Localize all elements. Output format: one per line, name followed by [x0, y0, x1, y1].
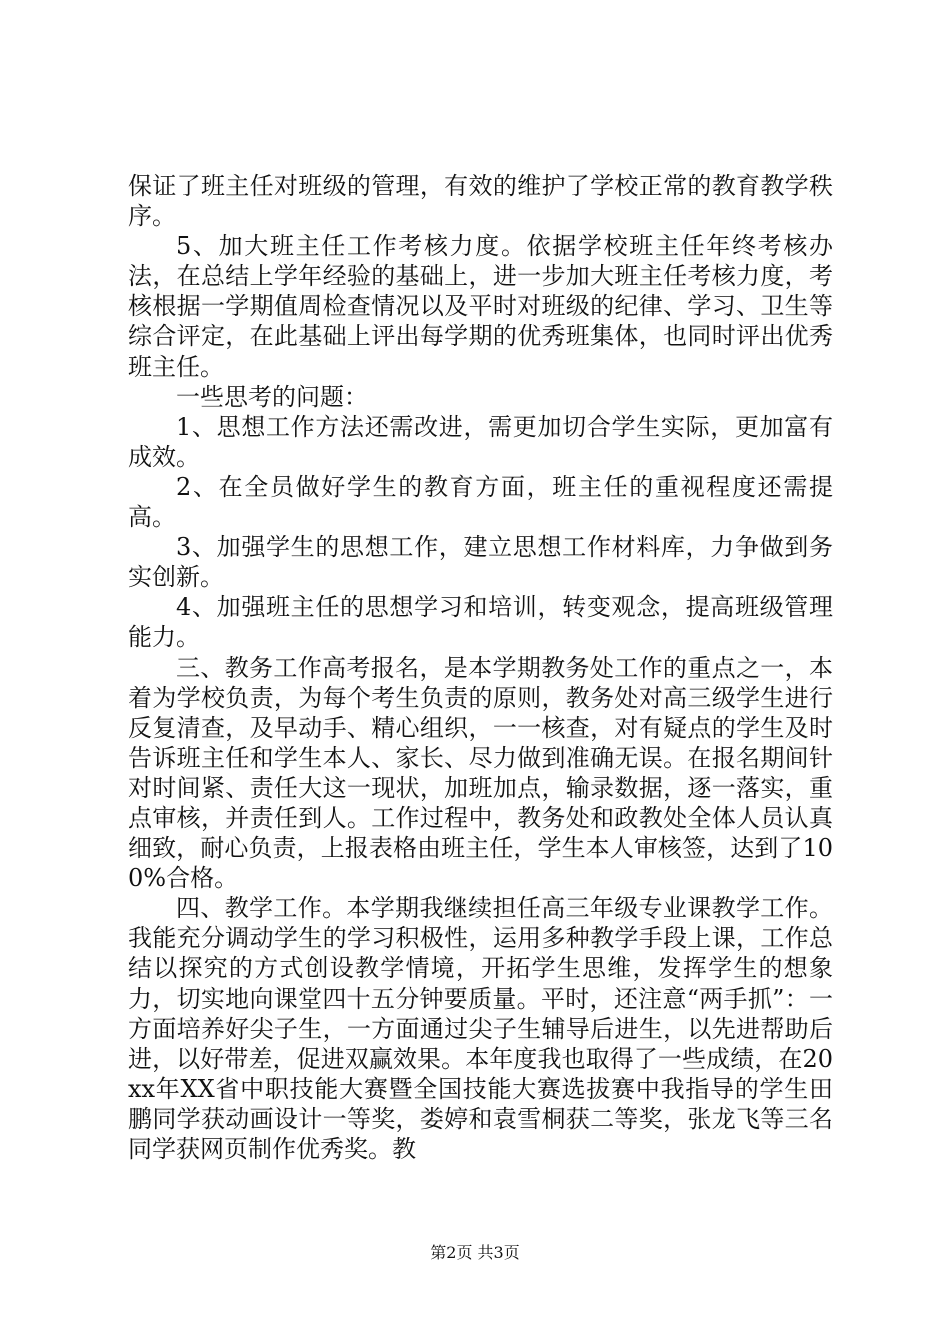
paragraph-section-3: 三、教务工作高考报名，是本学期教务处工作的重点之一，本着为学校负责，为每个考生负责的原则，教务处对高三级学生进行反复清查，及早动手、精心组织，一一核查，对有疑点的学生及时告诉班主任和学生本人、家长、尽力做到准确无误。在报名期间针对时间紧、责任大这一现状，加班加点，输录数据，逐一落实，重点审核，并责任到人。工作过程中，教务处和政教处全体人员认真细致，耐心负责，上报表格由班主任，学生本人审核签，达到了100%合格。 [128, 653, 833, 893]
document-body [128, 171, 833, 1164]
paragraph-continuation: 保证了班主任对班级的管理，有效的维护了学校正常的教育教学秩序。 [128, 172, 833, 231]
paragraph-section-4: 四、教学工作。本学期我继续担任高三年级专业课教学工作。我能充分调动学生的学习积极性，运用多种教学手段上课，工作总结以探究的方式创设教学情境，开拓学生思维，发挥学生的想象力，切实地向课堂四十五分钟要质量。平时，还注意“两手抓”：一方面培养好尖子生，一方面通过尖子生辅导后进生，以先进帮助后进，以好带差，促进双赢效果。本年度我也取得了一些成绩，在20xx年XX省中职技能大赛暨全国技能大赛选拔赛中我指导的学生田鹏同学获动画设计一等奖，娄婷和袁雪桐获二等奖，张龙飞等三名同学获网页制作优秀奖。教 [128, 894, 833, 1163]
paragraph-question-2: 2、在全员做好学生的教育方面，班主任的重视程度还需提高。 [128, 472, 833, 532]
paragraph-question-4: 4、加强班主任的思想学习和培训，转变观念，提高班级管理能力。 [128, 593, 833, 652]
paragraph-item-5: 5、加大班主任工作考核力度。依据学校班主任年终考核办法，在总结上学年经验的基础上，进一步加大班主任考核力度，考核根据一学期值周检查情况以及平时对班级的纪律、学习、卫生等综合评定，在此基础上评出每学期的优秀班集体，也同时评出优秀班主任。 [128, 232, 833, 381]
paragraph-question-3: 3、加强学生的思想工作，建立思想工作材料库，力争做到务实创新。 [128, 533, 833, 592]
page-number-footer: 第2页 共3页 [430, 1243, 520, 1262]
paragraph-question-1: 1、思想工作方法还需改进，需更加切合学生实际，更加富有成效。 [128, 412, 833, 471]
paragraph-questions-heading: 一些思考的问题： [176, 382, 368, 411]
